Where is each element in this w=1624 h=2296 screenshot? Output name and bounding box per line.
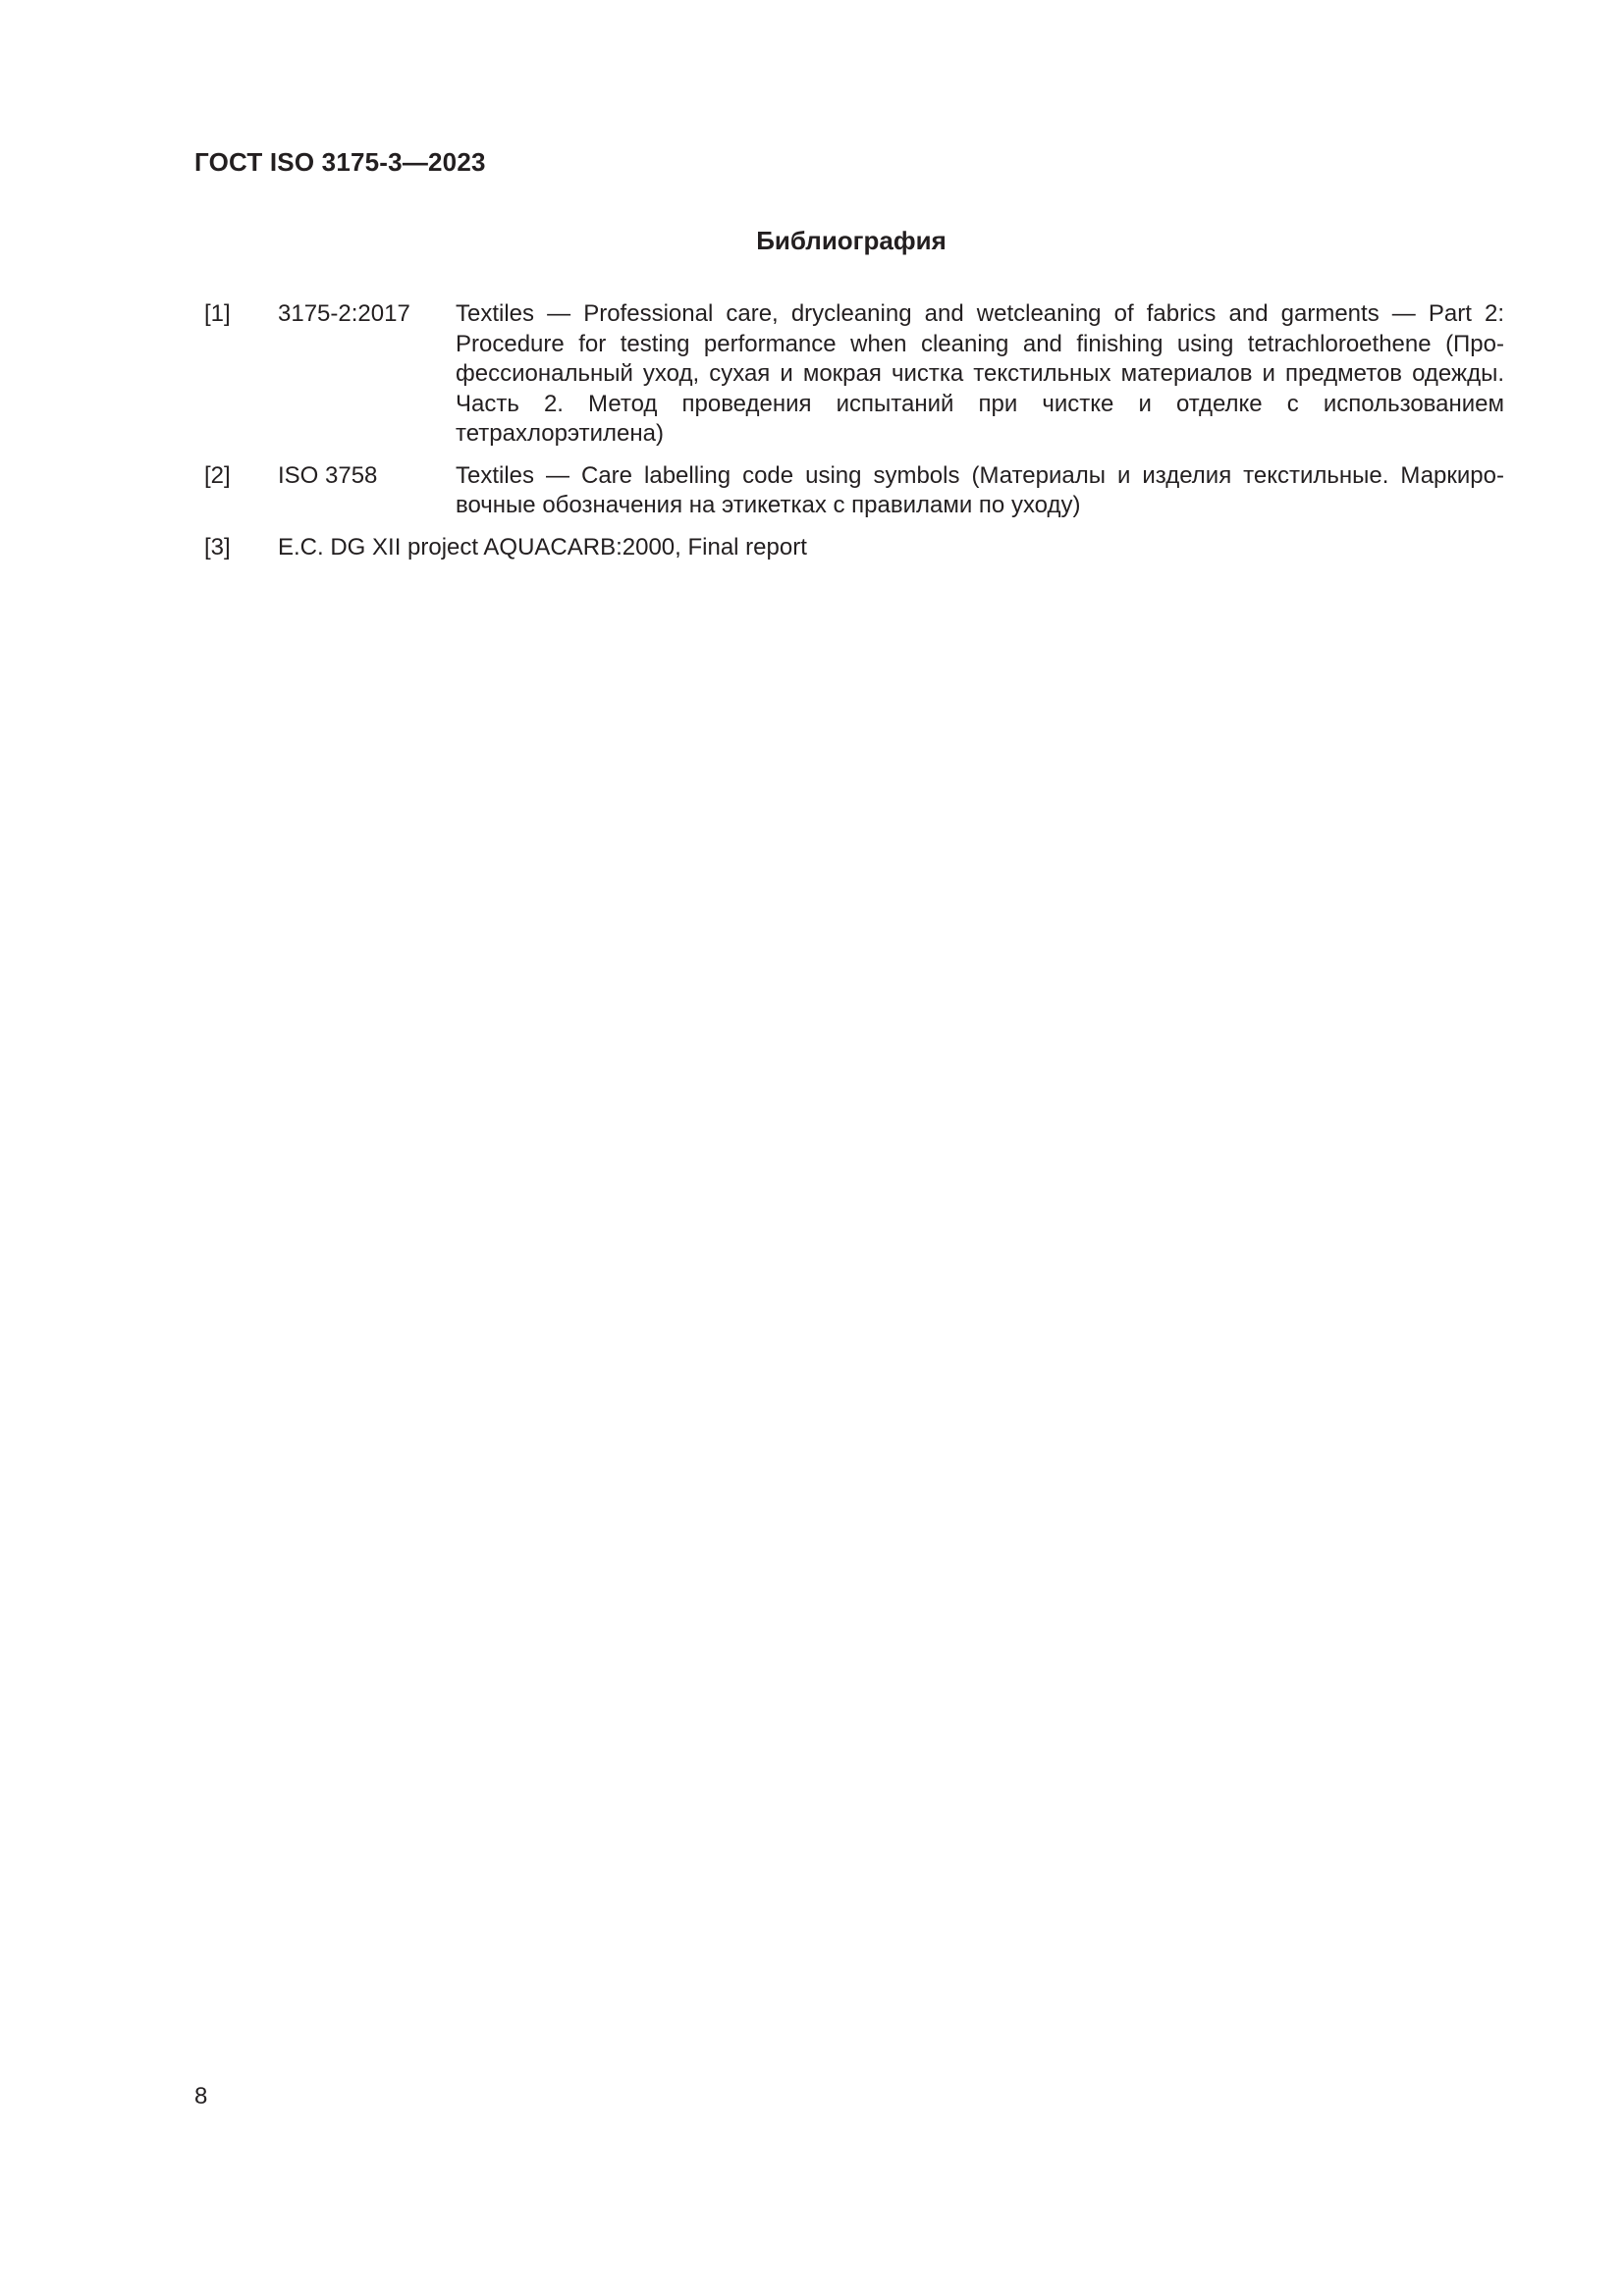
bibliography-entry [204,461,1504,521]
entry-number: [1] [204,300,231,327]
entry-reference: 3175-2:2017 [278,300,410,327]
entry-reference: ISO 3758 [278,461,378,489]
entry-number: [2] [204,461,231,489]
bibliography-entry [204,533,1504,563]
section-title: Библиография [756,226,947,255]
bibliography-entry [204,299,1504,450]
entry-text: Textiles — Professional care, drycleaning and wetcleaning of fabrics and garments — Part 2: Procedure for testing performance when cleaning and finishing using tetrachloroethene (Профессиональный уход, сухая и мокрая чистка текстильных материалов и предметов одежды. Часть 2. Метод проведения испытаний при чистке и отделке с использованием тетрахлорэтилена) [456,300,1504,447]
entry-text: E.C. DG XII project AQUACARB:2000, Final report [278,533,807,561]
document-code: ГОСТ ISO 3175-3—2023 [194,147,486,177]
bibliography-list [204,299,1504,574]
entry-text: Textiles — Care labelling code using symbols (Материалы и изделия текстильные. Маркировочные обозначения на этикетках с правилами по уходу) [456,461,1504,518]
page-number: 8 [194,2083,208,2109]
entry-number: [3] [204,533,231,561]
